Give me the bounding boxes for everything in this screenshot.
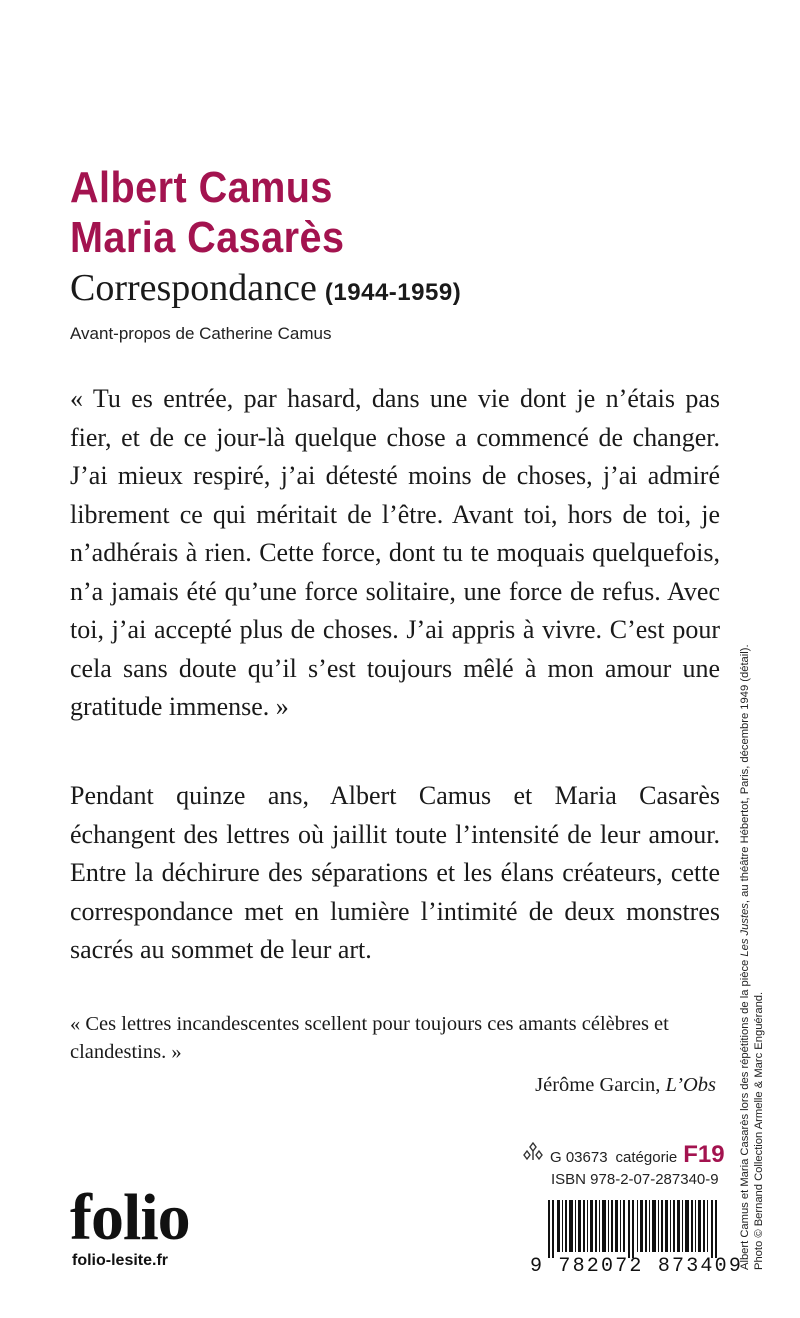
summary-paragraph: Pendant quinze ans, Albert Camus et Maria Casarès échangent des lettres où jaillit toute l’intensité de leur amour. Entre la déchirure des séparations et les élans créateurs, cette correspondance met en lumière l’intimité de deux monstres sacrés au sommet de leur art.: [70, 781, 720, 964]
category-code: F19: [683, 1141, 725, 1168]
review-quote: « Ces lettres incandescentes scellent pour toujours ces amants célèbres et clandestins. »: [70, 1013, 669, 1063]
category-label: catégorie: [615, 1149, 678, 1166]
barcode: [548, 1200, 720, 1258]
review-attribution: [535, 1074, 716, 1097]
series-logo-icon: [522, 1142, 544, 1166]
website: folio-lesite.fr: [72, 1252, 169, 1269]
ean-number: 9 782072 873409: [530, 1255, 744, 1278]
quote-paragraph: « Tu es entrée, par hasard, dans une vie dont je n’étais pas fier, et de ce jour-là quelque chose a commencé de changer. J’ai mieux respiré, j’ai détesté moins de choses, j’ai admiré librement ce qui méritait de l’être. Avant toi, hors de toi, je n’adhérais à rien. Cette force, dont tu te moquais quelquefois, n’a jamais été qu’une force solitaire, une force de refus. Avec toi, j’ai accepté plus de choses. J’ai appris à vivre. C’est pour cela sans doute qu’il s’est toujours mêlé à mon amour une gratitude immense. »: [70, 384, 720, 721]
folio-logo: folio: [70, 1181, 190, 1254]
book-title: [70, 266, 461, 310]
product-code: G 03673: [550, 1149, 608, 1166]
preface-credit: Avant-propos de Catherine Camus: [70, 324, 332, 343]
title-text: Correspondance: [70, 267, 317, 309]
reviewer-source: L’Obs: [665, 1074, 716, 1096]
photo-credit-line-1: Albert Camus et Maria Casarès lors des répétitions de la pièce Les Justes, au théâtre Hébertot, Paris, décembre 1949 (détail).: [739, 644, 751, 1270]
photo-credit-line-2: Photo © Bernand Collection Armelle & Marc Enguérand.: [753, 991, 765, 1270]
reviewer-name: Jérôme Garcin,: [535, 1074, 661, 1096]
isbn: ISBN 978-2-07-287340-9: [551, 1171, 719, 1188]
author-1: Albert Camus: [70, 163, 333, 212]
photo-credit: [738, 570, 766, 1270]
title-years: (1944-1959): [324, 279, 462, 306]
author-2: Maria Casarès: [70, 213, 345, 262]
code-row: [522, 1141, 725, 1169]
